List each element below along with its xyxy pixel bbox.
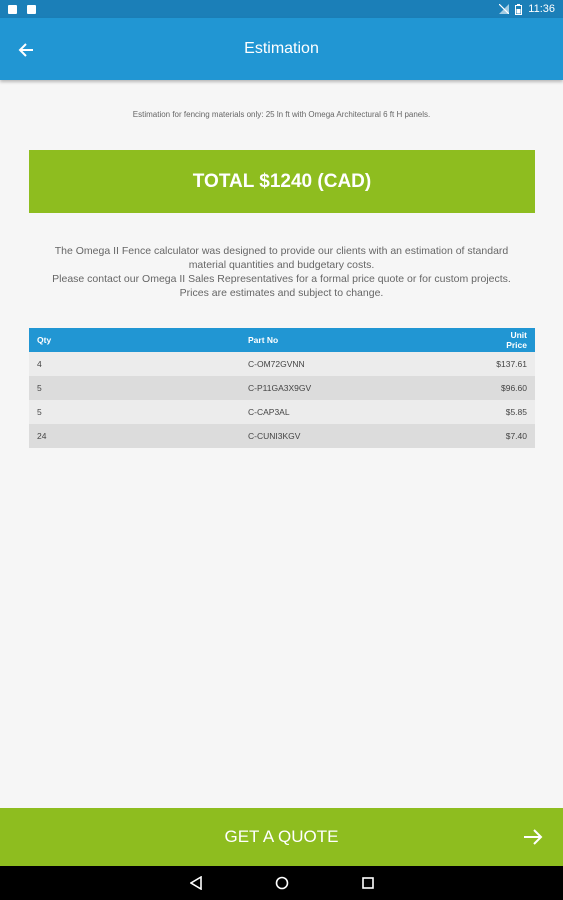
estimation-description xyxy=(40,244,523,300)
row-unit-price: $96.60 xyxy=(486,376,535,400)
status-notifications xyxy=(8,5,36,14)
battery-icon xyxy=(515,4,522,15)
home-circle-icon xyxy=(275,876,289,890)
arrow-left-icon xyxy=(18,42,34,58)
table-header-row xyxy=(29,328,535,352)
row-qty: 5 xyxy=(29,400,240,424)
row-qty: 24 xyxy=(29,424,240,448)
status-time: 11:36 xyxy=(528,3,555,15)
back-button[interactable] xyxy=(10,34,42,66)
row-unit-price: $5.85 xyxy=(486,400,535,424)
row-part-no: C-CUNI3KGV xyxy=(240,424,486,448)
row-qty: 4 xyxy=(29,352,240,376)
nav-home-button[interactable] xyxy=(274,875,290,891)
arrow-right-icon xyxy=(521,825,545,849)
header-unit-price: Unit Price xyxy=(486,328,535,352)
no-signal-icon xyxy=(499,4,509,14)
total-banner: TOTAL $1240 (CAD) xyxy=(29,150,535,213)
row-qty: 5 xyxy=(29,376,240,400)
description-line-2: Please contact our Omega II Sales Representatives for a formal price quote or for custom projects. Prices are estimates and subject to change. xyxy=(52,273,511,299)
table-row xyxy=(29,352,535,376)
row-part-no: C-P11GA3X9GV xyxy=(240,376,486,400)
recents-square-icon xyxy=(362,877,374,889)
sd-card-icon xyxy=(27,5,36,14)
description-line-1: The Omega II Fence calculator was designed to provide our clients with an estimation of standard material quantities and budgetary costs. xyxy=(54,245,509,271)
row-part-no: C-CAP3AL xyxy=(240,400,486,424)
status-bar xyxy=(0,0,563,18)
parts-table xyxy=(29,328,535,448)
notification-icon xyxy=(8,5,17,14)
get-quote-button[interactable] xyxy=(0,808,563,866)
table-row xyxy=(29,376,535,400)
row-unit-price: $7.40 xyxy=(486,424,535,448)
table-row xyxy=(29,424,535,448)
back-triangle-icon xyxy=(190,876,202,890)
header-qty: Qty xyxy=(29,328,240,352)
estimation-subtitle: Estimation for fencing materials only: 25 ln ft with Omega Architectural 6 ft H panels. xyxy=(132,110,431,119)
table-row xyxy=(29,400,535,424)
status-system xyxy=(499,3,555,15)
header-part-no: Part No xyxy=(240,328,486,352)
page-title: Estimation xyxy=(244,40,319,57)
system-nav-bar xyxy=(0,866,563,900)
nav-back-button[interactable] xyxy=(188,875,204,891)
row-part-no: C-OM72GVNN xyxy=(240,352,486,376)
row-unit-price: $137.61 xyxy=(486,352,535,376)
app-bar xyxy=(0,18,563,80)
nav-recents-button[interactable] xyxy=(360,875,376,891)
get-quote-label: GET A QUOTE xyxy=(224,827,339,846)
